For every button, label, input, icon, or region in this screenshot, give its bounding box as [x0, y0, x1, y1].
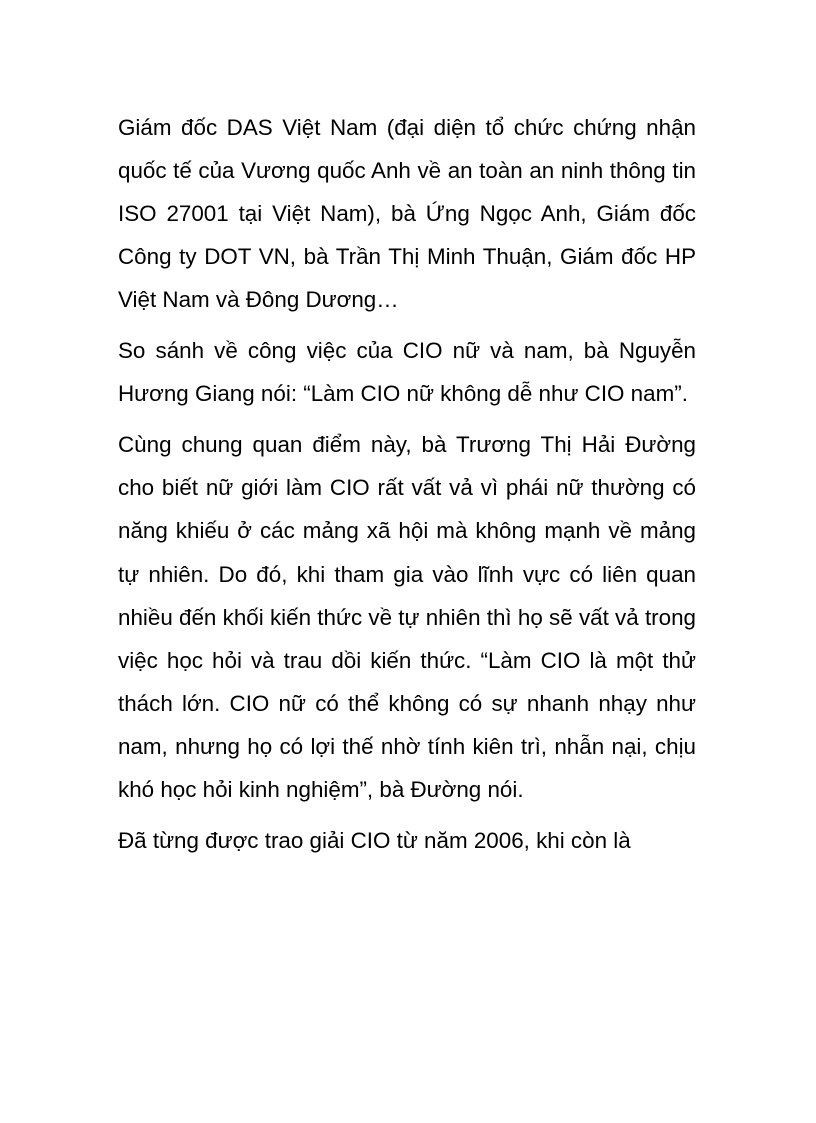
paragraph-4: Đã từng được trao giải CIO từ năm 2006, khi còn là: [118, 827, 631, 853]
paragraph-2: So sánh về công việc của CIO nữ và nam, bà Nguyễn Hương Giang nói: “Làm CIO nữ không dễ như CIO nam”.: [118, 338, 696, 407]
paragraph-3: Cùng chung quan điểm này, bà Trương Thị Hải Đường cho biết nữ giới làm CIO rất vất vả vì phái nữ thường có năng khiếu ở các mảng xã hội mà không mạnh về mảng tự nhiên. Do đó, khi tham gia vào lĩnh vực có liên quan nhiều đến khối kiến thức về tự nhiên thì họ sẽ vất vả trong việc học hỏi và trau dồi kiến thức. “Làm CIO là một thử thách lớn. CIO nữ có thể không có sự nhanh nhạy như nam, nhưng họ có lợi thế nhờ tính kiên trì, nhẫn nại, chịu khó học hỏi kinh nghiệm”, bà Đường nói.: [118, 432, 696, 802]
document-body: [118, 106, 696, 870]
paragraph-1: Giám đốc DAS Việt Nam (đại diện tổ chức chứng nhận quốc tế của Vương quốc Anh về an toàn an ninh thông tin ISO 27001 tại Việt Nam), bà Ứng Ngọc Anh, Giám đốc Công ty DOT VN, bà Trần Thị Minh Thuận, Giám đốc HP Việt Nam và Đông Dương…: [118, 115, 696, 313]
